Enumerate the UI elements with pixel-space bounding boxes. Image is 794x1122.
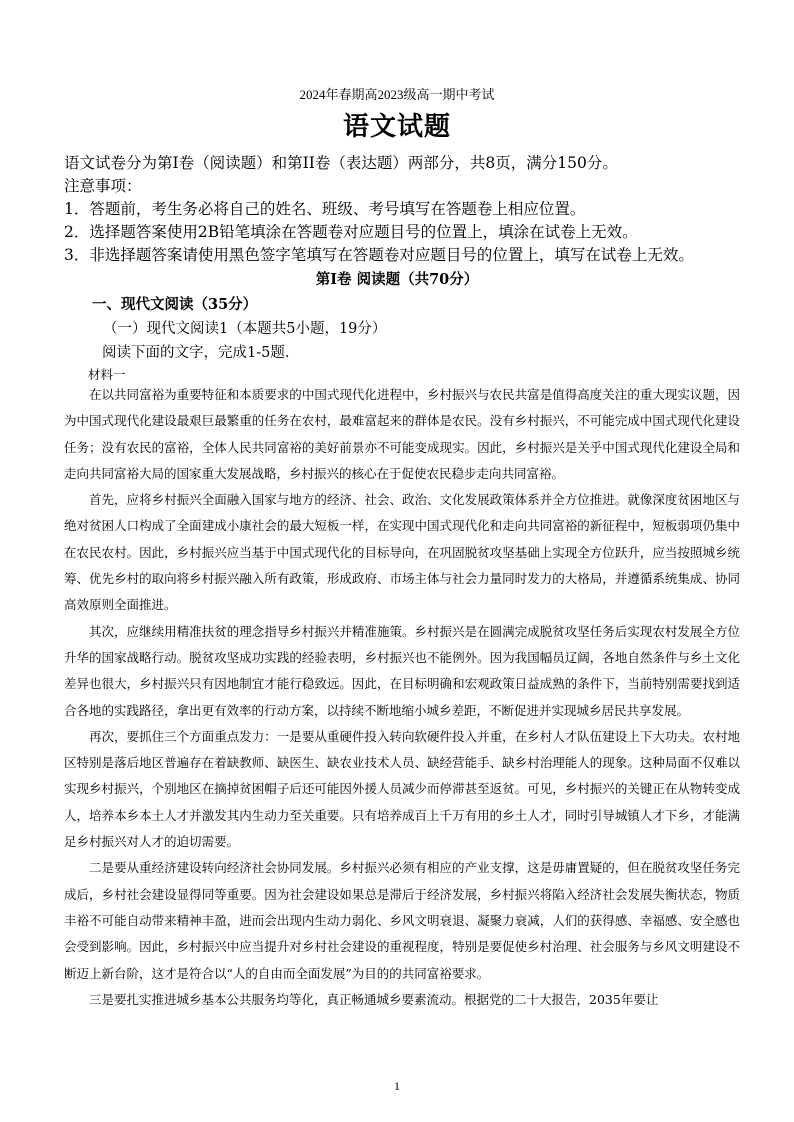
note-item-2: 2．选择题答案使用2B铅笔填涂在答题卷对应题目号的位置上，填涂在试卷上无效。 (64, 223, 638, 241)
notes-heading: 注意事项： (64, 177, 142, 195)
note-item-3: 3．非选择题答案请使用黑色签字笔填写在答题卷对应题目号的位置上，填写在试卷上无效。 (64, 246, 694, 264)
exam-title: 语文试题 (342, 112, 451, 142)
paragraph: 二是要从重经济建设转向经济社会协同发展。乡村振兴必须有相应的产业支撑，这是毋庸置疑的，但在脱贫攻坚任务完成后，乡村社会建设显得同等重要。因为社会建设如果总是滞后于经济发展，乡村振兴将陷入经济社会发展失衡状态，物质丰裕不可能自动带来精神丰盈，进而会出现内生动力弱化、乡风文明衰退、凝聚力衰减，人们的获得感、幸福感、安全感也会受到影响。因此，乡村振兴中应当提升对乡村社会建设的重视程度，特别是要促使乡村治理、社会服务与乡风文明建设不断迈上新台阶，这才是符合以“人的自由而全面发展”为目的的共同富裕要求。 (64, 860, 740, 981)
exam-subtitle: 2024年春期高2023级高一期中考试 (299, 87, 495, 102)
section-title: 第I卷 阅读题（共70分） (315, 271, 479, 288)
paragraph: 三是要扎实推进城乡基本公共服务均等化，真正畅通城乡要素流动。根据党的二十大报告，2035年要让 (89, 991, 659, 1007)
paragraph: 再次，要抓住三个方面重点发力：一是要从重硬件投入转向软硬件投入并重，在乡村人才队伍建设上下大功夫。农村地区特别是落后地区普遍存在着缺教师、缺医生、缺农业技术人员、缺经营能手、缺乡村治理能人的现象。这种局面不仅难以实现乡村振兴，个别地区在摘掉贫困帽子后还可能因外援人员减少而停滞甚至返贫。可见，乡村振兴的关键正在从物转变成人，培养本乡本土人才并激发其内生动力至关重要。只有培养成百上千万有用的乡土人才，同时引导城镇人才下乡，才能满足乡村振兴对人才的迫切需要。 (64, 728, 740, 850)
reading-instruction: 阅读下面的文字，完成1-5题. (102, 345, 290, 361)
paragraph: 其次，应继续用精准扶贫的理念指导乡村振兴并精准施策。乡村振兴是在圆满完成脱贫攻坚任务后实现农村发展全方位升华的国家战略行动。脱贫攻坚成功实践的经验表明，乡村振兴也不能例外。因为我国幅员辽阔，各地自然条件与乡土文化差异也很大，乡村振兴只有因地制宜才能行稳致远。因此，在目标明确和宏观政策日益成熟的条件下，当前特别需要找到适合各地的实践路径，拿出更有效率的行动方案，以持续不断地缩小城乡差距，不断促进并实现城乡居民共享发展。 (64, 623, 740, 718)
article-body (64, 382, 740, 1013)
exam-intro: 语文试卷分为第I卷（阅读题）和第II卷（表达题）两部分，共8页，满分150分。 (64, 154, 618, 172)
material-label: 材料一 (88, 367, 126, 382)
part-subheading: （一）现代文阅读1（本题共5小题，19分） (103, 321, 387, 337)
paragraph: 首先，应将乡村振兴全面融入国家与地方的经济、社会、政治、文化发展政策体系并全方位推进。就像深度贫困地区与绝对贫困人口构成了全面建成小康社会的最大短板一样，在实现中国式现代化和走向共同富裕的新征程中，短板弱项仍集中在农民农村。因此，乡村振兴应当基于中国式现代化的目标导向，在巩固脱贫攻坚基础上实现全方位跃升，应当按照城乡统筹、优先乡村的取向将乡村振兴融入所有政策，形成政府、市场主体与社会力量同时发力的大格局，并遵循系统集成、协同高效原则全面推进。 (64, 492, 740, 613)
note-item-1: 1．答题前，考生务必将自己的姓名、班级、考号填写在答题卷上相应位置。 (64, 200, 586, 218)
page-number: 1 (394, 1079, 400, 1093)
paragraph: 在以共同富裕为重要特征和本质要求的中国式现代化进程中，乡村振兴与农民共富是值得高度关注的重大现实议题，因为中国式现代化建设最艰巨最繁重的任务在农村，最难富起来的群体是农民。没有乡村振兴，不可能完成中国式现代化建设任务；没有农民的富裕，全体人民共同富裕的美好前景亦不可能变成现实。因此，乡村振兴是关乎中国式现代化建设全局和走向共同富裕大局的国家重大发展战略，乡村振兴的核心在于促使农民稳步走向共同富裕。 (64, 387, 740, 481)
part-heading: 一、现代文阅读（35分） (92, 296, 258, 313)
